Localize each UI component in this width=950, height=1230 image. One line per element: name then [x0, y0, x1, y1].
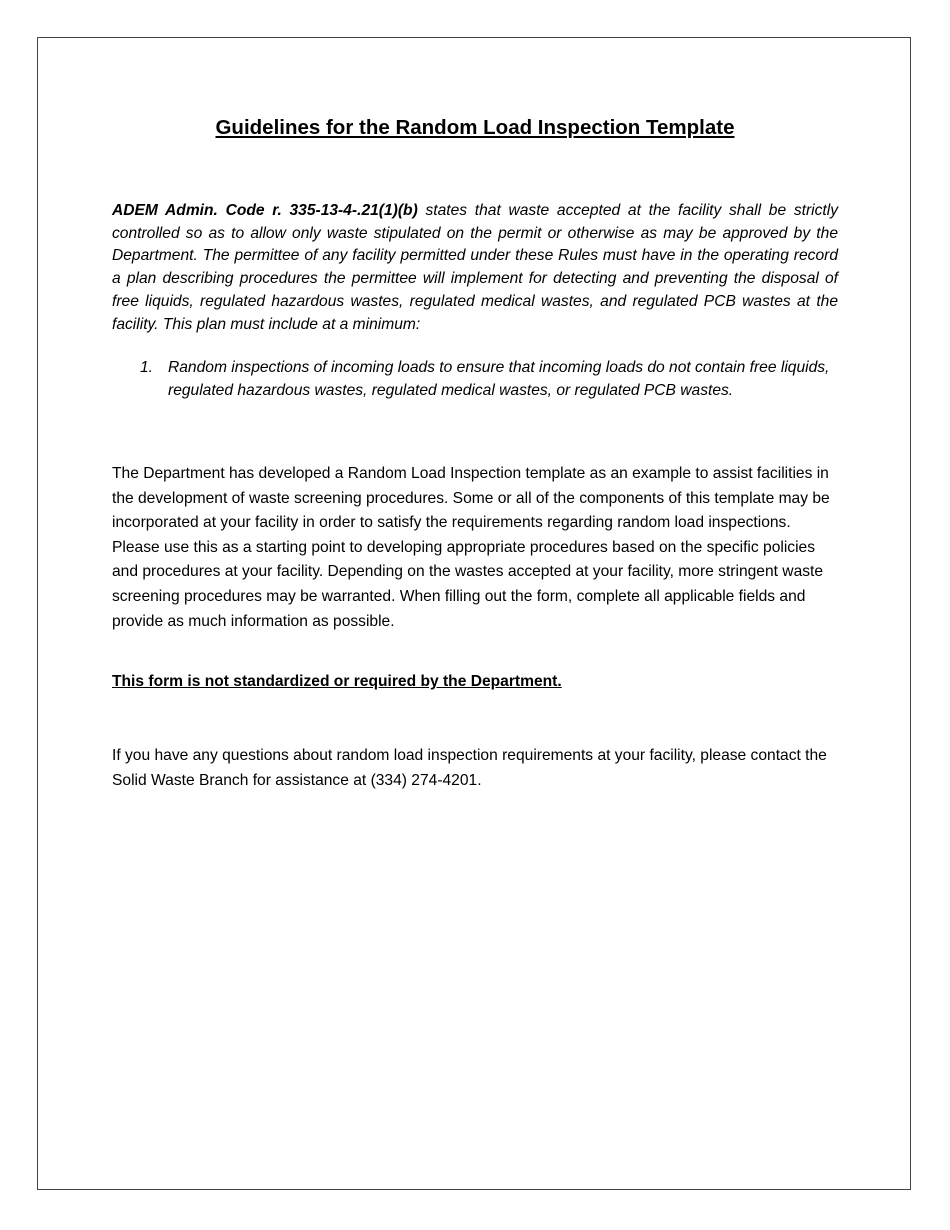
code-citation: ADEM Admin. Code r. 335-13-4-.21(1)(b)	[112, 202, 418, 219]
intro-text: states that waste accepted at the facility shall be strictly controlled so as to allow only waste stipulated on the permit or otherwise as may be approved by the Department. The permittee of any facility permitted under these Rules must have in the operating record a plan describing procedures the permittee will implement for detecting and preventing the disposal of free liquids, regulated hazardous wastes, regulated medical wastes, and regulated PCB wastes at the facility. This plan must include at a minimum:	[112, 202, 838, 333]
list-item	[112, 357, 838, 402]
document-title: Guidelines for the Random Load Inspection Template	[215, 116, 735, 139]
list-item-text: Random inspections of incoming loads to ensure that incoming loads do not contain free liquids, regulated hazardous wastes, regulated medical wastes, or regulated PCB wastes.	[168, 359, 830, 399]
body-paragraph: The Department has developed a Random Load Inspection template as an example to assist facilities in the development of waste screening procedures. Some or all of the components of this template may be incorporated at your facility in order to satisfy the requirements regarding random load inspections. Please use this as a starting point to developing appropriate procedures based on the specific policies and procedures at your facility. Depending on the wastes accepted at your facility, more stringent waste screening procedures may be warranted. When filling out the form, complete all applicable fields and provide as much information as possible.	[112, 465, 830, 630]
requirements-list	[112, 357, 838, 402]
intro-paragraph	[112, 200, 838, 336]
disclaimer-notice: This form is not standardized or required by the Department.	[112, 673, 562, 690]
contact-paragraph: If you have any questions about random load inspection requirements at your facility, please contact the Solid Waste Branch for assistance at (334) 274-4201.	[112, 747, 827, 789]
list-item-number: 1.	[140, 359, 154, 376]
